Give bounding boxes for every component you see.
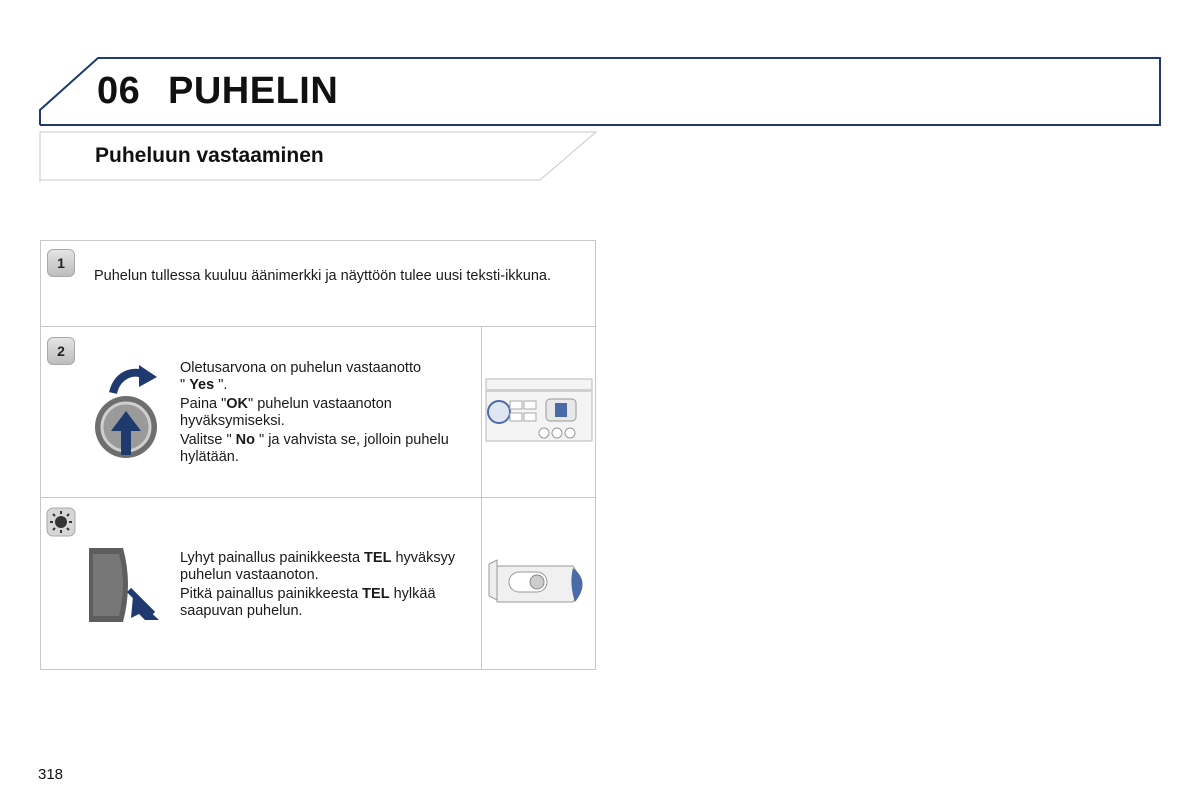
chapter-number: 06 [97, 70, 141, 112]
tel-label-long: TEL [362, 586, 390, 602]
step-1-panel [40, 240, 596, 327]
tel-label-short: TEL [364, 550, 392, 566]
radio-faceplate-illustration [484, 375, 594, 445]
step-3-line2-pre: Pitkä painallus painikkeesta [180, 586, 363, 602]
step-3-divider [481, 498, 482, 669]
step-2-divider [481, 327, 482, 497]
step-3-line1-post: hyväksyy puhelun vastaanoton. [180, 550, 456, 583]
step-2-panel [40, 326, 596, 498]
step-2-line1: Oletusarvona on puhelun vastaanotto [180, 360, 422, 376]
no-option-label: No [235, 432, 255, 448]
yes-option-label: Yes [189, 377, 215, 393]
section-title: Puheluun vastaaminen [95, 144, 324, 167]
step-badge-2: 2 [47, 337, 75, 365]
chapter-title: PUHELIN [168, 70, 339, 112]
step-2-text [180, 360, 470, 468]
page-number: 318 [38, 766, 64, 783]
step-2-line2-post: ". [214, 377, 228, 393]
step-3-panel [40, 497, 596, 670]
step-2-line4-post: " ja vahvista se, jolloin puhelu hylätään. [180, 432, 449, 465]
rotary-knob-press-icon [93, 361, 163, 461]
step-3-line1-pre: Lyhyt painallus painikkeesta [180, 550, 365, 566]
step-1-text: Puhelun tullessa kuuluu äänimerkki ja näyttöön tulee uusi teksti-ikkuna. [94, 268, 552, 284]
tel-button-stalk-icon [87, 544, 161, 626]
steering-stalk-illustration [487, 554, 593, 614]
step-3-text [180, 550, 480, 622]
step-3-line2-post: hylkää saapuvan puhelun. [180, 586, 436, 619]
step-2-line4-pre: Valitse " [180, 432, 236, 448]
step-2-line2-pre: " [180, 377, 190, 393]
step-2-line3-pre: Paina " [180, 396, 227, 412]
steering-wheel-light-icon [46, 507, 76, 537]
step-2-line3-post: " puhelun vastaanoton hyväksymiseksi. [180, 396, 392, 429]
step-badge-1: 1 [47, 249, 75, 277]
ok-button-label: OK [226, 396, 249, 412]
